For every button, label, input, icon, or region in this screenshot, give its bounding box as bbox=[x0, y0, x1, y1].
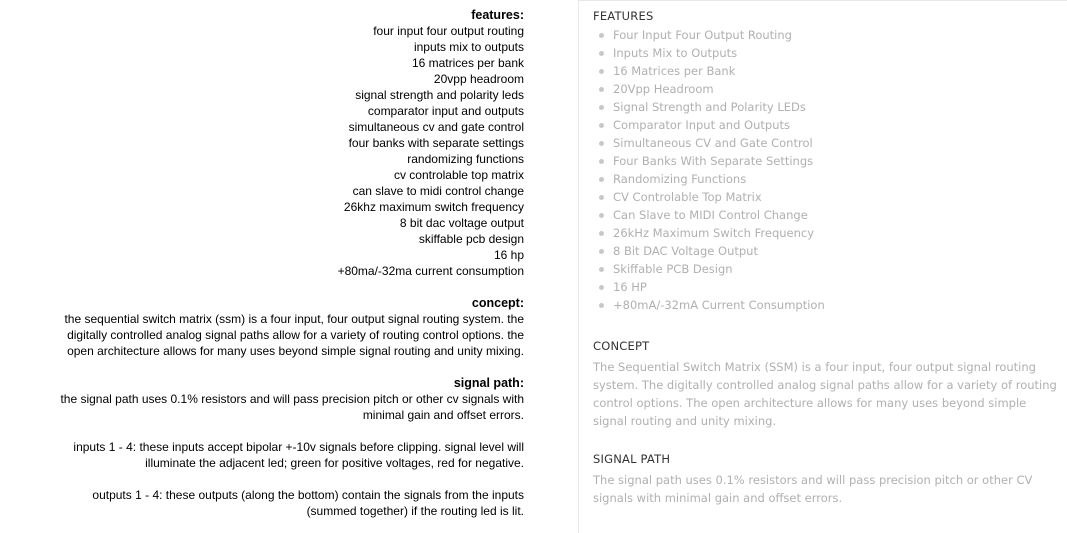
outputs-line: outputs 1 - 4: these outputs (along the bottom) contain the signals from the inputs bbox=[92, 488, 524, 502]
feature-bullet: +80mA/-32mA Current Consumption bbox=[593, 296, 1060, 314]
signal-path-line: minimal gain and offset errors. bbox=[362, 408, 524, 422]
feature-bullet: 26kHz Maximum Switch Frequency bbox=[593, 224, 1060, 242]
plain-text-column bbox=[0, 7, 524, 519]
feature-bullet: Can Slave to MIDI Control Change bbox=[593, 206, 1060, 224]
signal-path-text: The signal path uses 0.1% resistors and will pass precision pitch or other CV signals with minimal gain and offset errors. bbox=[593, 473, 1033, 505]
feature-bullet: Four Banks With Separate Settings bbox=[593, 152, 1060, 170]
feature-bullet: 16 Matrices per Bank bbox=[593, 62, 1060, 80]
signal-path-section bbox=[593, 452, 1060, 507]
signal-path-line: the signal path uses 0.1% resistors and will pass precision pitch or other cv signals with bbox=[60, 392, 524, 406]
features-list bbox=[0, 23, 524, 279]
feature-item: 20vpp headroom bbox=[433, 72, 524, 86]
feature-bullet: Inputs Mix to Outputs bbox=[593, 44, 1060, 62]
feature-item: inputs mix to outputs bbox=[413, 40, 524, 54]
feature-bullet: 20Vpp Headroom bbox=[593, 80, 1060, 98]
concept-heading: concept: bbox=[471, 296, 524, 310]
concept-line: open architecture allows for many uses beyond simple signal routing and unity mixing. bbox=[67, 344, 524, 358]
feature-bullet: CV Controlable Top Matrix bbox=[593, 188, 1060, 206]
feature-bullet: Signal Strength and Polarity LEDs bbox=[593, 98, 1060, 116]
feature-bullet: 16 HP bbox=[593, 278, 1060, 296]
feature-item: comparator input and outputs bbox=[367, 104, 524, 118]
feature-bullet: Comparator Input and Outputs bbox=[593, 116, 1060, 134]
feature-item: randomizing functions bbox=[407, 152, 524, 166]
feature-bullet: Skiffable PCB Design bbox=[593, 260, 1060, 278]
feature-item: 16 hp bbox=[493, 248, 524, 262]
features-title: FEATURES bbox=[593, 9, 654, 23]
feature-item: four input four output routing bbox=[373, 24, 524, 38]
feature-item: cv controlable top matrix bbox=[393, 168, 524, 182]
signal-path-paragraph bbox=[0, 391, 524, 423]
concept-section bbox=[593, 339, 1060, 430]
feature-item: simultaneous cv and gate control bbox=[348, 120, 524, 134]
signal-path-title: SIGNAL PATH bbox=[593, 452, 671, 466]
styled-text-column bbox=[578, 0, 1067, 533]
outputs-paragraph bbox=[0, 487, 524, 519]
feature-bullet: Four Input Four Output Routing bbox=[593, 26, 1060, 44]
inputs-line: illuminate the adjacent led; green for positive voltages, red for negative. bbox=[145, 456, 524, 470]
feature-item: 8 bit dac voltage output bbox=[399, 216, 524, 230]
features-section bbox=[593, 9, 1060, 314]
concept-paragraph bbox=[0, 311, 524, 359]
concept-title: CONCEPT bbox=[593, 339, 650, 353]
outputs-line: (summed together) if the routing led is lit. bbox=[306, 504, 524, 518]
concept-line: the sequential switch matrix (ssm) is a four input, four output signal routing system. the bbox=[64, 312, 524, 326]
feature-item: signal strength and polarity leds bbox=[355, 88, 524, 102]
feature-item: four banks with separate settings bbox=[348, 136, 524, 150]
feature-item: 16 matrices per bank bbox=[411, 56, 524, 70]
inputs-paragraph bbox=[0, 439, 524, 471]
feature-item: +80ma/-32ma current consumption bbox=[337, 264, 524, 278]
inputs-line: inputs 1 - 4: these inputs accept bipolar +-10v signals before clipping. signal level will bbox=[73, 440, 524, 454]
signal-path-heading: signal path: bbox=[453, 376, 524, 390]
concept-text: The Sequential Switch Matrix (SSM) is a four input, four output signal routing system. The digitally controlled analog signal paths allow for a variety of routing control options. The open architecture allows for many uses beyond simple signal routing and unity mixing. bbox=[593, 360, 1057, 428]
feature-item: skiffable pcb design bbox=[418, 232, 524, 246]
feature-item: can slave to midi control change bbox=[352, 184, 524, 198]
feature-bullet: Simultaneous CV and Gate Control bbox=[593, 134, 1060, 152]
concept-line: digitally controlled analog signal paths allow for a variety of routing control options. the bbox=[67, 328, 524, 342]
feature-item: 26khz maximum switch frequency bbox=[343, 200, 524, 214]
feature-bullet: Randomizing Functions bbox=[593, 170, 1060, 188]
features-bullet-list bbox=[593, 26, 1060, 314]
features-heading: features: bbox=[471, 8, 524, 22]
feature-bullet: 8 Bit DAC Voltage Output bbox=[593, 242, 1060, 260]
